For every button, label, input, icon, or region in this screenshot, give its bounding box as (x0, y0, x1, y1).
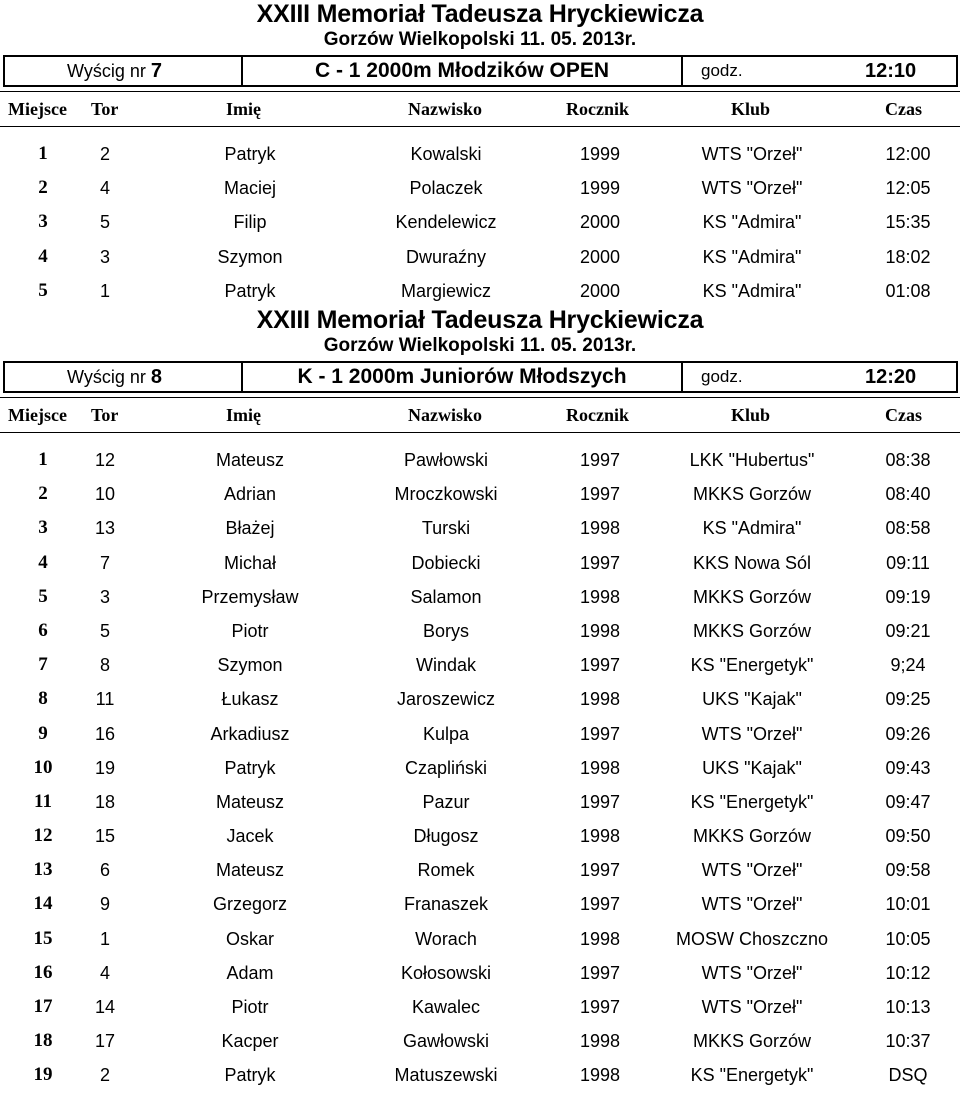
table-row (0, 511, 960, 545)
cell-position: 3 (38, 517, 48, 539)
table-row (0, 274, 960, 308)
cell-birth-year: 2000 (579, 246, 621, 267)
cell-first-name: Szymon (217, 246, 283, 267)
cell-birth-year: 1998 (579, 1065, 621, 1086)
table-row (0, 887, 960, 921)
event-title: XXIII Memoriał Tadeusza Hryckiewicza (256, 0, 704, 28)
cell-lane: 2 (99, 144, 110, 164)
cell-club: MKKS Gorzów (692, 1031, 812, 1052)
race-label: Wyścig nr 8 (67, 366, 162, 388)
start-time: 12:10 (865, 60, 917, 82)
cell-club: WTS "Orzeł" (701, 894, 803, 915)
cell-first-name: Łukasz (221, 689, 279, 710)
cell-birth-year: 1998 (579, 757, 621, 778)
cell-time: 08:40 (885, 484, 931, 505)
race-label: Wyścig nr 7 (67, 60, 162, 82)
header-nazwisko: Nazwisko (408, 405, 483, 425)
table-row (0, 205, 960, 239)
cell-first-name: Patryk (224, 1065, 276, 1086)
table-row (0, 853, 960, 887)
cell-position: 1 (38, 143, 48, 164)
cell-lane: 1 (99, 928, 110, 949)
cell-lane: 3 (99, 246, 110, 267)
cell-first-name: Grzegorz (212, 894, 288, 915)
cell-position: 6 (38, 619, 48, 641)
header-tor: Tor (91, 99, 119, 119)
cell-lane: 19 (94, 757, 116, 778)
cell-last-name: Polaczek (409, 178, 483, 199)
cell-first-name: Piotr (231, 620, 269, 641)
cell-birth-year: 1997 (579, 484, 621, 505)
header-klub: Klub (731, 405, 771, 425)
cell-first-name: Szymon (217, 655, 283, 676)
cell-last-name: Franaszek (403, 894, 489, 915)
cell-first-name: Jacek (226, 826, 274, 847)
cell-first-name: Patryk (224, 144, 276, 164)
cell-first-name: Kacper (221, 1031, 279, 1052)
cell-last-name: Kawalec (411, 997, 481, 1017)
cell-lane: 11 (95, 689, 115, 710)
cell-first-name: Michał (223, 552, 276, 573)
cell-club: KS "Admira" (702, 212, 802, 233)
cell-last-name: Margiewicz (400, 280, 492, 301)
cell-club: WTS "Orzeł" (701, 962, 803, 983)
cell-last-name: Czapliński (404, 757, 488, 778)
results-table (0, 137, 960, 308)
cell-first-name: Filip (233, 212, 267, 233)
time-label: godz. (701, 61, 743, 80)
cell-first-name: Adam (226, 962, 274, 983)
cell-first-name: Przemysław (201, 586, 299, 607)
cell-birth-year: 1998 (579, 928, 621, 949)
cell-club: KS "Admira" (702, 246, 802, 267)
cell-time: 09:19 (885, 586, 931, 607)
cell-position: 16 (33, 961, 53, 983)
table-row (0, 990, 960, 1024)
cell-position: 11 (34, 790, 52, 812)
race-name: C - 1 2000m Młodzików OPEN (314, 59, 610, 82)
cell-club: KS "Energetyk" (690, 791, 814, 812)
cell-lane: 9 (99, 894, 110, 915)
cell-birth-year: 1997 (579, 791, 621, 812)
race-section-7 (0, 0, 960, 308)
cell-birth-year: 1998 (579, 620, 621, 641)
cell-birth-year: 1998 (579, 826, 621, 847)
cell-first-name: Patryk (224, 757, 276, 778)
header-imie: Imię (226, 405, 261, 425)
cell-time: 10:13 (885, 997, 931, 1017)
table-row (0, 751, 960, 785)
cell-time: 10:01 (885, 894, 931, 915)
cell-first-name: Mateusz (215, 791, 285, 812)
cell-club: WTS "Orzeł" (701, 997, 803, 1017)
cell-last-name: Kulpa (422, 723, 470, 744)
cell-last-name: Borys (422, 620, 469, 641)
cell-time: 15:35 (885, 212, 931, 233)
cell-time: 09:21 (885, 620, 931, 641)
cell-position: 19 (33, 1064, 53, 1086)
cell-club: MKKS Gorzów (692, 484, 812, 505)
cell-lane: 10 (94, 484, 116, 505)
cell-last-name: Długosz (413, 826, 479, 847)
race-info-bar (3, 361, 958, 393)
cell-position: 1 (38, 449, 48, 470)
cell-club: WTS "Orzeł" (701, 723, 803, 744)
cell-time: 09:26 (885, 723, 931, 744)
cell-time: 9;24 (890, 655, 926, 676)
cell-club: KS "Energetyk" (690, 1065, 814, 1086)
cell-birth-year: 1998 (579, 1031, 621, 1052)
cell-last-name: Jaroszewicz (396, 689, 496, 710)
cell-first-name: Oskar (225, 928, 274, 949)
cell-position: 4 (38, 245, 48, 267)
cell-lane: 12 (94, 450, 116, 470)
table-row (0, 443, 960, 477)
table-row (0, 580, 960, 614)
cell-lane: 4 (99, 962, 110, 983)
cell-position: 3 (38, 211, 48, 233)
cell-birth-year: 1997 (579, 552, 621, 573)
cell-lane: 18 (94, 791, 116, 812)
event-subtitle: Gorzów Wielkopolski 11. 05. 2013r. (323, 29, 637, 50)
cell-lane: 7 (99, 552, 110, 573)
cell-last-name: Kołosowski (400, 962, 492, 983)
cell-lane: 4 (99, 178, 110, 199)
table-row (0, 648, 960, 682)
cell-club: KS "Admira" (702, 280, 802, 301)
table-row (0, 240, 960, 274)
race-name: K - 1 2000m Juniorów Młodszych (297, 365, 627, 388)
cell-time: 10:12 (885, 962, 931, 983)
table-row (0, 922, 960, 956)
cell-first-name: Błażej (225, 518, 275, 539)
cell-last-name: Dwuraźny (405, 246, 487, 267)
table-row (0, 956, 960, 990)
cell-club: WTS "Orzeł" (701, 178, 803, 199)
table-row (0, 785, 960, 819)
race-number: 7 (150, 60, 162, 82)
cell-club: MKKS Gorzów (692, 586, 812, 607)
cell-position: 10 (33, 756, 53, 778)
cell-birth-year: 1999 (579, 178, 621, 199)
cell-first-name: Maciej (223, 178, 276, 199)
table-row (0, 477, 960, 511)
cell-time: 09:47 (885, 791, 931, 812)
cell-position: 12 (33, 825, 53, 847)
cell-lane: 14 (94, 997, 116, 1017)
cell-last-name: Salamon (410, 586, 482, 607)
cell-time: 01:08 (885, 280, 931, 301)
cell-club: UKS "Kajak" (702, 757, 802, 778)
cell-club: MKKS Gorzów (692, 620, 812, 641)
race-info-bar (3, 55, 958, 87)
header-imie: Imię (226, 99, 261, 119)
cell-time: 09:50 (885, 826, 931, 847)
cell-club: LKK "Hubertus" (689, 450, 815, 470)
cell-birth-year: 1997 (579, 997, 621, 1017)
cell-last-name: Matuszewski (394, 1065, 498, 1086)
results-header (0, 397, 960, 433)
table-row (0, 171, 960, 205)
cell-position: 2 (38, 483, 48, 505)
header-rocznik: Rocznik (566, 99, 629, 119)
cell-time: 08:58 (885, 518, 931, 539)
cell-position: 7 (38, 654, 48, 676)
cell-time: 10:37 (885, 1031, 931, 1052)
cell-club: MOSW Choszczno (675, 928, 829, 949)
header-czas: Czas (885, 99, 922, 119)
table-row (0, 717, 960, 751)
cell-position: 15 (33, 927, 53, 949)
event-subtitle: Gorzów Wielkopolski 11. 05. 2013r. (323, 335, 637, 356)
cell-last-name: Romek (417, 860, 475, 881)
cell-lane: 16 (94, 723, 116, 744)
cell-birth-year: 1998 (579, 586, 621, 607)
cell-last-name: Kowalski (410, 144, 482, 164)
cell-position: 9 (38, 722, 48, 744)
race-section-8 (0, 306, 960, 1093)
cell-lane: 3 (99, 586, 110, 607)
cell-birth-year: 1998 (579, 689, 621, 710)
cell-position: 8 (38, 688, 48, 710)
cell-position: 5 (38, 279, 48, 301)
cell-lane: 8 (99, 655, 110, 676)
cell-birth-year: 1999 (579, 144, 621, 164)
cell-birth-year: 1997 (579, 962, 621, 983)
cell-time: 09:58 (885, 860, 931, 881)
cell-last-name: Windak (415, 655, 477, 676)
cell-birth-year: 2000 (579, 212, 621, 233)
header-czas: Czas (885, 405, 922, 425)
race-number: 8 (150, 366, 162, 388)
table-row (0, 1058, 960, 1092)
header-miejsce: Miejsce (8, 405, 67, 425)
cell-position: 18 (33, 1030, 53, 1052)
cell-time: 09:43 (885, 757, 931, 778)
cell-lane: 5 (99, 620, 110, 641)
table-row (0, 682, 960, 716)
table-row (0, 1024, 960, 1058)
header-nazwisko: Nazwisko (408, 99, 483, 119)
cell-birth-year: 1997 (579, 860, 621, 881)
table-row (0, 614, 960, 648)
table-row (0, 819, 960, 853)
cell-club: KS "Admira" (702, 518, 802, 539)
cell-position: 2 (38, 177, 48, 199)
cell-time: 09:11 (886, 552, 930, 573)
table-row (0, 137, 960, 171)
cell-lane: 17 (94, 1031, 116, 1052)
cell-first-name: Mateusz (215, 450, 285, 470)
cell-last-name: Kendelewicz (395, 212, 497, 233)
cell-position: 14 (33, 893, 53, 915)
cell-time: 18:02 (885, 246, 931, 267)
cell-position: 5 (38, 585, 48, 607)
cell-club: MKKS Gorzów (692, 826, 812, 847)
cell-birth-year: 2000 (579, 280, 621, 301)
cell-first-name: Arkadiusz (210, 723, 290, 744)
cell-club: WTS "Orzeł" (701, 860, 803, 881)
cell-birth-year: 1998 (579, 518, 621, 539)
cell-last-name: Turski (421, 518, 471, 539)
results-header (0, 91, 960, 127)
cell-club: WTS "Orzeł" (701, 144, 803, 164)
cell-first-name: Patryk (224, 280, 276, 301)
cell-last-name: Worach (415, 928, 477, 949)
cell-time: 09:25 (885, 689, 931, 710)
cell-birth-year: 1997 (579, 894, 621, 915)
start-time: 12:20 (865, 366, 917, 388)
event-title: XXIII Memoriał Tadeusza Hryckiewicza (256, 306, 704, 334)
cell-lane: 13 (94, 518, 116, 539)
cell-first-name: Mateusz (215, 860, 285, 881)
cell-time: 12:00 (885, 144, 931, 164)
cell-club: UKS "Kajak" (702, 689, 802, 710)
cell-lane: 6 (99, 860, 110, 881)
header-miejsce: Miejsce (8, 99, 67, 119)
cell-first-name: Piotr (231, 997, 269, 1017)
cell-time: 12:05 (885, 178, 931, 199)
cell-last-name: Mroczkowski (394, 484, 498, 505)
header-klub: Klub (731, 99, 771, 119)
cell-time: DSQ (888, 1065, 928, 1086)
cell-position: 17 (33, 996, 53, 1017)
cell-lane: 15 (94, 826, 116, 847)
cell-last-name: Pazur (422, 791, 470, 812)
cell-lane: 5 (99, 212, 110, 233)
cell-time: 10:05 (885, 928, 931, 949)
header-rocznik: Rocznik (566, 405, 629, 425)
cell-birth-year: 1997 (579, 450, 621, 470)
cell-last-name: Dobiecki (411, 552, 481, 573)
header-tor: Tor (91, 405, 119, 425)
cell-club: KS "Energetyk" (690, 655, 814, 676)
cell-lane: 1 (99, 280, 110, 301)
table-row (0, 546, 960, 580)
cell-position: 13 (33, 859, 53, 881)
cell-birth-year: 1997 (579, 723, 621, 744)
cell-position: 4 (38, 551, 48, 573)
cell-birth-year: 1997 (579, 655, 621, 676)
results-table (0, 443, 960, 1093)
cell-first-name: Adrian (223, 484, 277, 505)
cell-lane: 2 (99, 1065, 110, 1086)
cell-last-name: Pawłowski (403, 450, 489, 470)
cell-time: 08:38 (885, 450, 931, 470)
time-label: godz. (701, 367, 743, 386)
cell-club: KKS Nowa Sól (692, 552, 812, 573)
cell-last-name: Gawłowski (402, 1031, 490, 1052)
